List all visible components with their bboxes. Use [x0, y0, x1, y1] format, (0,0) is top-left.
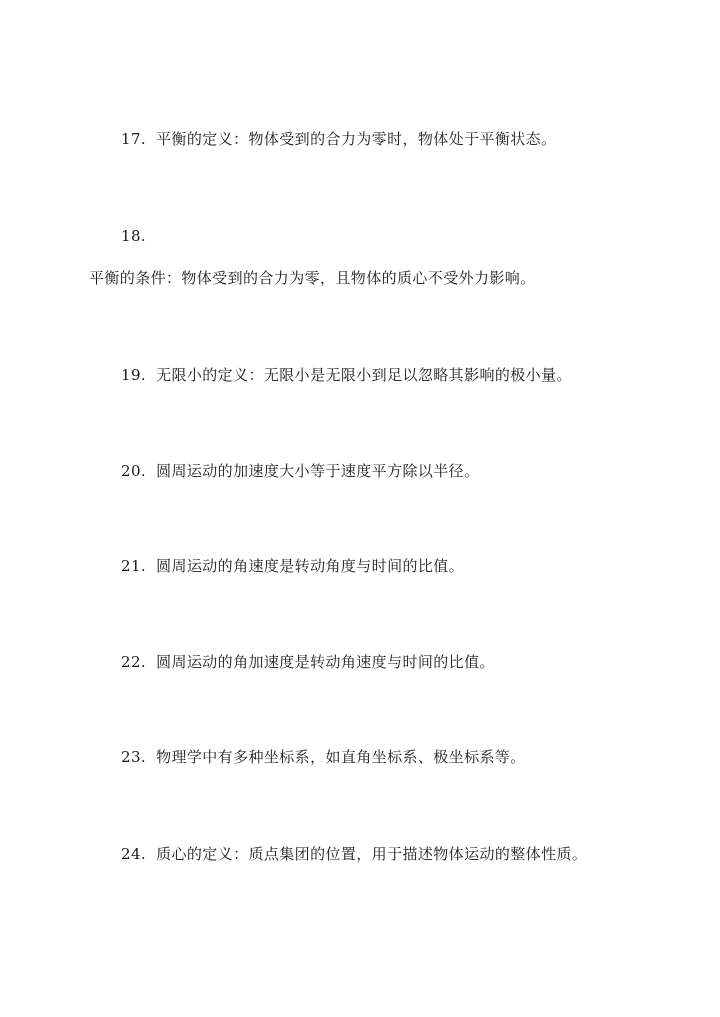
list-item-20 [121, 461, 479, 481]
item-number: 18. [121, 227, 147, 245]
list-item-21 [121, 556, 464, 576]
item-number: 20. [121, 462, 147, 480]
list-item-18-text [89, 268, 536, 288]
item-number: 22. [121, 653, 147, 671]
list-item-23 [121, 747, 526, 767]
list-item-24 [121, 844, 587, 864]
item-number: 21. [121, 557, 147, 575]
list-item-22 [121, 652, 495, 672]
list-item-17 [121, 129, 556, 149]
item-text: 质心的定义：质点集团的位置，用于描述物体运动的整体性质。 [156, 845, 588, 863]
item-text: 无限小的定义：无限小是无限小到足以忽略其影响的极小量。 [156, 366, 572, 384]
list-item-19 [121, 365, 572, 385]
item-number: 24. [121, 845, 147, 863]
item-text: 圆周运动的角加速度是转动角速度与时间的比值。 [156, 653, 495, 671]
list-item-18-number [121, 226, 156, 246]
item-text: 物理学中有多种坐标系，如直角坐标系、极坐标系等。 [156, 748, 526, 766]
item-number: 19. [121, 366, 147, 384]
item-number: 17. [121, 130, 147, 148]
item-text: 平衡的定义：物体受到的合力为零时，物体处于平衡状态。 [156, 130, 557, 148]
item-number: 23. [121, 748, 147, 766]
item-text: 圆周运动的加速度大小等于速度平方除以半径。 [156, 462, 480, 480]
item-text: 平衡的条件：物体受到的合力为零，且物体的质心不受外力影响。 [89, 269, 536, 287]
item-text: 圆周运动的角速度是转动角度与时间的比值。 [156, 557, 465, 575]
